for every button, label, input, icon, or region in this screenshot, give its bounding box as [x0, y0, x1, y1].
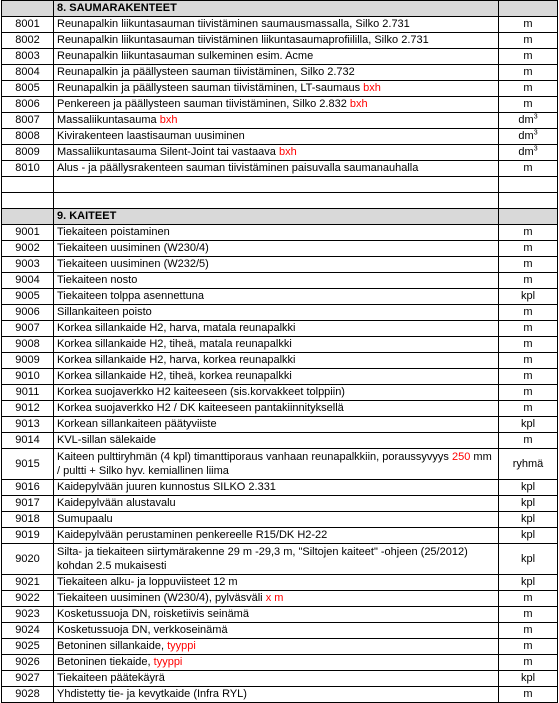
description-text: Massaliikuntasauma Silent-Joint tai vastaava: [57, 146, 279, 158]
section-title: 9. KAITEET: [54, 209, 499, 225]
item-description: [54, 401, 499, 417]
unit-text: m: [523, 34, 533, 46]
item-unit: [499, 33, 558, 49]
item-description: [54, 145, 499, 161]
blank-cell: [2, 193, 54, 209]
table-row: [2, 97, 558, 113]
item-description: [54, 433, 499, 449]
table-row: [2, 241, 558, 257]
item-code: 8006: [2, 97, 54, 113]
specification-table: [1, 0, 558, 703]
placeholder-text: bxh: [159, 114, 178, 126]
item-code: 9012: [2, 401, 54, 417]
table-row: [2, 591, 558, 607]
table-row: [2, 671, 558, 687]
item-description: [54, 512, 499, 528]
unit-text: m: [523, 640, 533, 652]
description-text: Reunapalkin liikuntasauman sulkeminen esim. Acme: [57, 50, 314, 62]
description-text: Alus - ja päällysrakenteen sauman tiivistäminen paisuvalla saumanauhalla: [57, 162, 419, 174]
item-unit: [499, 544, 558, 575]
unit-text: m: [523, 162, 533, 174]
unit-exponent: 3: [533, 113, 538, 121]
unit-exponent: 3: [533, 145, 538, 153]
description-text: Kaidepylvään perustaminen penkereelle R15/DK H2-22: [57, 529, 328, 541]
table-row: [2, 575, 558, 591]
table-row: [2, 273, 558, 289]
item-description: [54, 639, 499, 655]
item-description: [54, 97, 499, 113]
item-code: 9001: [2, 225, 54, 241]
item-description: [54, 528, 499, 544]
description-text: Yhdistetty tie- ja kevytkaide (Infra RYL): [57, 688, 247, 700]
description-text: Kaiteen pulttiryhmän (4 kpl) timanttiporaus vanhaan reunapalkkiin,: [57, 451, 383, 463]
item-code: 9006: [2, 305, 54, 321]
table-row: [2, 353, 558, 369]
item-unit: [499, 607, 558, 623]
unit-text: m: [523, 242, 533, 254]
item-unit: [499, 161, 558, 177]
table-row: [2, 385, 558, 401]
item-unit: [499, 337, 558, 353]
description-text: poraussyvyys: [382, 451, 452, 463]
item-code: 9020: [2, 544, 54, 575]
item-code: 9021: [2, 575, 54, 591]
table-row: [2, 480, 558, 496]
table-row: [2, 129, 558, 145]
item-description: [54, 17, 499, 33]
description-text: Korkea suojaverkko H2 kaiteeseen (sis.korvakkeet tolppiin): [57, 386, 345, 398]
item-code: 9003: [2, 257, 54, 273]
item-description: [54, 129, 499, 145]
item-description: [54, 225, 499, 241]
placeholder-text: tyyppi: [167, 640, 196, 652]
unit-text: kpl: [520, 481, 536, 493]
unit-exponent: 3: [533, 129, 538, 137]
blank-cell: [54, 193, 499, 209]
item-unit: [499, 687, 558, 703]
unit-text: m: [523, 18, 533, 30]
unit-text: dm: [518, 130, 534, 142]
item-description: [54, 353, 499, 369]
unit-text: m: [523, 306, 533, 318]
unit-text: m: [523, 50, 533, 62]
table-row: [2, 607, 558, 623]
unit-text: dm: [518, 146, 534, 158]
item-unit: [499, 97, 558, 113]
table-row: [2, 65, 558, 81]
item-unit: [499, 512, 558, 528]
item-unit: [499, 575, 558, 591]
unit-text: m: [523, 434, 533, 446]
table-row: [2, 257, 558, 273]
unit-text: dm: [518, 114, 534, 126]
unit-text: m: [523, 258, 533, 270]
item-description: [54, 671, 499, 687]
section-code-cell: [2, 1, 54, 17]
item-code: 9014: [2, 433, 54, 449]
item-unit: [499, 639, 558, 655]
item-description: [54, 607, 499, 623]
table-row: [2, 528, 558, 544]
description-text: Tiekaiteen alku- ja loppuviisteet 12 m: [57, 576, 238, 588]
description-text: Sumupaalu: [57, 513, 113, 525]
unit-text: m: [523, 386, 533, 398]
description-text: Tiekaiteen poistaminen: [57, 226, 170, 238]
blank-row: [2, 177, 558, 193]
item-code: 8001: [2, 17, 54, 33]
description-text: Penkereen ja päällysteen sauman tiivistäminen, Silko 2.832: [57, 98, 350, 110]
table-row: [2, 337, 558, 353]
table-row: [2, 49, 558, 65]
item-description: [54, 33, 499, 49]
item-unit: [499, 623, 558, 639]
table-body: [2, 1, 558, 703]
table-row: [2, 449, 558, 480]
unit-text: m: [523, 226, 533, 238]
item-unit: [499, 401, 558, 417]
table-row: [2, 401, 558, 417]
item-code: 9013: [2, 417, 54, 433]
item-code: 8002: [2, 33, 54, 49]
item-code: 9026: [2, 655, 54, 671]
item-unit: [499, 655, 558, 671]
item-code: 9015: [2, 449, 54, 480]
item-description: [54, 65, 499, 81]
item-code: 9016: [2, 480, 54, 496]
item-description: [54, 687, 499, 703]
table-row: [2, 687, 558, 703]
item-code: 9025: [2, 639, 54, 655]
section-unit-cell: [499, 209, 558, 225]
description-text: Tiekaiteen uusiminen (W230/4), pylväsväli: [57, 592, 266, 604]
unit-text: m: [523, 274, 533, 286]
item-unit: [499, 417, 558, 433]
item-unit: [499, 49, 558, 65]
placeholder-text: bxh: [278, 146, 297, 158]
description-text: Kivirakenteen laastisauman uusiminen: [57, 130, 245, 142]
item-description: [54, 385, 499, 401]
section-header-row: [2, 1, 558, 17]
item-description: [54, 575, 499, 591]
unit-text: kpl: [520, 497, 536, 509]
unit-text: m: [523, 592, 533, 604]
unit-text: kpl: [520, 529, 536, 541]
unit-text: kpl: [520, 418, 536, 430]
item-unit: [499, 449, 558, 480]
unit-text: m: [523, 402, 533, 414]
section-title: 8. SAUMARAKENTEET: [54, 1, 499, 17]
unit-text: m: [523, 66, 533, 78]
unit-text: m: [523, 338, 533, 350]
item-code: 8008: [2, 129, 54, 145]
item-code: 9024: [2, 623, 54, 639]
table-row: [2, 433, 558, 449]
section-header-row: [2, 209, 558, 225]
description-text: Korkea suojaverkko H2 / DK kaiteeseen pantakiinnityksellä: [57, 402, 344, 414]
description-text: Reunapalkin ja päällysteen sauman tiivistäminen, Silko 2.732: [57, 66, 355, 78]
description-text: Sillankaiteen poisto: [57, 306, 152, 318]
unit-text: m: [523, 322, 533, 334]
unit-text: kpl: [520, 513, 536, 525]
table-row: [2, 369, 558, 385]
item-description: [54, 544, 499, 575]
description-text: KVL-sillan sälekaide: [57, 434, 157, 446]
item-unit: [499, 591, 558, 607]
description-text: Korkea sillankaide H2, harva, korkea reunapalkki: [57, 354, 296, 366]
item-unit: [499, 129, 558, 145]
description-text: Reunapalkin liikuntasauman tiivistäminen liikuntasaumaprofiililla, Silko 2.731: [57, 34, 429, 46]
description-text: Silta- ja tiekaiteen siirtymärakenne 29 m -29,3 m, "Siltojen kaiteet" -ohjeen (25/2012) kohdan 2.5 mukaisesti: [57, 546, 468, 572]
placeholder-text: bxh: [349, 98, 368, 110]
placeholder-text: 250: [452, 451, 471, 463]
description-text: Reunapalkin ja päällysteen sauman tiivistäminen, LT-saumaus: [57, 82, 364, 94]
table-row: [2, 639, 558, 655]
blank-cell: [54, 177, 499, 193]
item-code: 9009: [2, 353, 54, 369]
item-unit: [499, 273, 558, 289]
item-description: [54, 113, 499, 129]
table-row: [2, 33, 558, 49]
table-row: [2, 512, 558, 528]
description-text: Kosketussuoja DN, roisketiivis seinämä: [57, 608, 249, 620]
item-unit: [499, 353, 558, 369]
table-row: [2, 113, 558, 129]
item-unit: [499, 81, 558, 97]
unit-text: kpl: [520, 672, 536, 684]
item-code: 9008: [2, 337, 54, 353]
table-row: [2, 161, 558, 177]
description-text: Tiekaiteen nosto: [57, 274, 138, 286]
item-code: 8005: [2, 81, 54, 97]
unit-text: kpl: [520, 290, 536, 302]
item-description: [54, 337, 499, 353]
item-description: [54, 623, 499, 639]
item-code: 9011: [2, 385, 54, 401]
description-text: Reunapalkin liikuntasauman tiivistäminen saumausmassalla, Silko 2.731: [57, 18, 410, 30]
unit-text: m: [523, 82, 533, 94]
unit-text: ryhmä: [512, 458, 544, 470]
blank-cell: [499, 177, 558, 193]
item-unit: [499, 528, 558, 544]
table-row: [2, 305, 558, 321]
item-unit: [499, 17, 558, 33]
description-text: Korkea sillankaide H2, tiheä, korkea reunapalkki: [57, 370, 292, 382]
description-text: Korkea sillankaide H2, tiheä, matala reunapalkki: [57, 338, 292, 350]
description-text: Tiekaiteen uusiminen (W232/5): [57, 258, 209, 270]
item-unit: [499, 321, 558, 337]
description-text: Betoninen sillankaide,: [57, 640, 168, 652]
description-text: Tiekaiteen uusiminen (W230/4): [57, 242, 209, 254]
table-row: [2, 289, 558, 305]
description-text: Betoninen tiekaide,: [57, 656, 154, 668]
table-row: [2, 623, 558, 639]
table-row: [2, 544, 558, 575]
item-code: 9005: [2, 289, 54, 305]
blank-cell: [499, 193, 558, 209]
item-code: 9010: [2, 369, 54, 385]
description-text: Korkean sillankaiteen päätyviiste: [57, 418, 217, 430]
item-code: 9004: [2, 273, 54, 289]
item-description: [54, 449, 499, 480]
item-code: 8009: [2, 145, 54, 161]
item-code: 8007: [2, 113, 54, 129]
item-code: 9002: [2, 241, 54, 257]
item-unit: [499, 225, 558, 241]
description-text: Tiekaiteen päätekäyrä: [57, 672, 165, 684]
item-description: [54, 496, 499, 512]
item-code: 9022: [2, 591, 54, 607]
description-text: Massaliikuntasauma: [57, 114, 160, 126]
placeholder-text: bxh: [363, 82, 381, 94]
item-code: 8010: [2, 161, 54, 177]
item-code: 9007: [2, 321, 54, 337]
item-description: [54, 321, 499, 337]
item-description: [54, 591, 499, 607]
table-row: [2, 417, 558, 433]
unit-text: m: [523, 354, 533, 366]
item-code: 9023: [2, 607, 54, 623]
unit-text: m: [523, 624, 533, 636]
description-text: Kaidepylvään alustavalu: [57, 497, 176, 509]
item-unit: [499, 480, 558, 496]
item-unit: [499, 385, 558, 401]
description-text: Tiekaiteen tolppa asennettuna: [57, 290, 204, 302]
item-unit: [499, 305, 558, 321]
unit-text: m: [523, 370, 533, 382]
table-row: [2, 225, 558, 241]
description-text: Korkea sillankaide H2, harva, matala reunapalkki: [57, 322, 296, 334]
table-row: [2, 145, 558, 161]
unit-text: m: [523, 688, 533, 700]
item-description: [54, 257, 499, 273]
item-code: 9019: [2, 528, 54, 544]
section-code-cell: [2, 209, 54, 225]
item-unit: [499, 241, 558, 257]
item-description: [54, 417, 499, 433]
table-row: [2, 321, 558, 337]
blank-row: [2, 193, 558, 209]
blank-cell: [2, 177, 54, 193]
item-description: [54, 655, 499, 671]
table-row: [2, 496, 558, 512]
item-unit: [499, 289, 558, 305]
unit-text: m: [523, 656, 533, 668]
item-code: 9027: [2, 671, 54, 687]
item-code: 9028: [2, 687, 54, 703]
item-description: [54, 369, 499, 385]
unit-text: m: [523, 98, 533, 110]
description-text: Kaidepylvään juuren kunnostus SILKO 2.331: [57, 481, 276, 493]
item-unit: [499, 433, 558, 449]
section-unit-cell: [499, 1, 558, 17]
unit-text: m: [523, 608, 533, 620]
item-unit: [499, 145, 558, 161]
description-text: Kosketussuoja DN, verkkoseinämä: [57, 624, 228, 636]
description-text: mm / pultti + Silko hyv. kemiallinen liima: [57, 451, 492, 477]
item-unit: [499, 369, 558, 385]
item-unit: [499, 257, 558, 273]
item-description: [54, 289, 499, 305]
table-row: [2, 17, 558, 33]
item-code: 9017: [2, 496, 54, 512]
item-unit: [499, 113, 558, 129]
placeholder-text: tyyppi: [153, 656, 183, 668]
item-description: [54, 305, 499, 321]
table-row: [2, 655, 558, 671]
item-description: [54, 81, 499, 97]
unit-text: kpl: [520, 553, 536, 565]
placeholder-text: x m: [265, 592, 284, 604]
table-row: [2, 81, 558, 97]
unit-text: kpl: [520, 576, 536, 588]
item-unit: [499, 496, 558, 512]
item-description: [54, 241, 499, 257]
item-description: [54, 480, 499, 496]
item-unit: [499, 671, 558, 687]
item-description: [54, 273, 499, 289]
item-code: 9018: [2, 512, 54, 528]
item-description: [54, 161, 499, 177]
item-unit: [499, 65, 558, 81]
item-description: [54, 49, 499, 65]
item-code: 8003: [2, 49, 54, 65]
item-code: 8004: [2, 65, 54, 81]
